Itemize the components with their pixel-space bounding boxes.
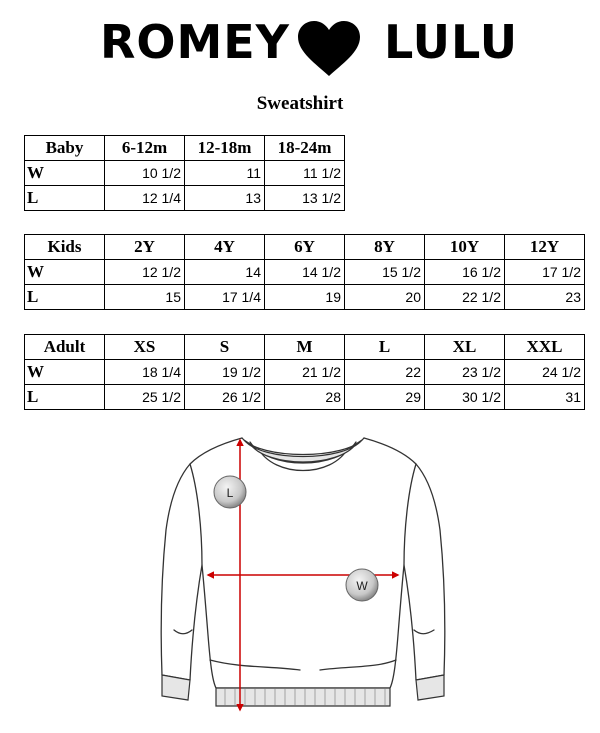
table-row — [25, 260, 585, 285]
table-row — [25, 285, 585, 310]
brand-name-right: LULU — [384, 15, 519, 69]
adult-size-table — [24, 334, 585, 410]
table-header-cell: 4Y — [185, 235, 265, 260]
table-row — [25, 161, 345, 186]
table-cell: 25 1/2 — [105, 385, 185, 410]
row-label: W — [25, 360, 105, 385]
table-cell: 15 — [105, 285, 185, 310]
table-cell: 12 1/2 — [105, 260, 185, 285]
table-header-cell: S — [185, 335, 265, 360]
table-cell: 17 1/2 — [505, 260, 585, 285]
table-cell: 11 1/2 — [265, 161, 345, 186]
width-marker — [346, 569, 378, 601]
table-cell: 11 — [185, 161, 265, 186]
length-marker-label: L — [226, 486, 234, 500]
rib-bands — [162, 440, 444, 706]
table-header-cell: 12Y — [505, 235, 585, 260]
table-header-cell: XS — [105, 335, 185, 360]
row-label: L — [25, 186, 105, 211]
table-cell: 16 1/2 — [425, 260, 505, 285]
table-header-cell: Adult — [25, 335, 105, 360]
table-header-row — [25, 136, 345, 161]
sweatshirt-diagram — [150, 430, 480, 720]
row-label: W — [25, 161, 105, 186]
table-row — [25, 360, 585, 385]
table-header-cell: 8Y — [345, 235, 425, 260]
table-header-cell: 6-12m — [105, 136, 185, 161]
table-cell: 17 1/4 — [185, 285, 265, 310]
table-cell: 30 1/2 — [425, 385, 505, 410]
table-header-cell: Baby — [25, 136, 105, 161]
table-cell: 23 — [505, 285, 585, 310]
brand-name-left: ROMEY — [99, 15, 290, 69]
table-cell: 14 1/2 — [265, 260, 345, 285]
page-title: Sweatshirt — [256, 93, 344, 114]
kids-size-table — [24, 234, 585, 310]
table-cell: 31 — [505, 385, 585, 410]
row-label: L — [25, 385, 105, 410]
table-header-cell: Kids — [25, 235, 105, 260]
table-cell: 28 — [265, 385, 345, 410]
table-cell: 24 1/2 — [505, 360, 585, 385]
table-header-cell: 6Y — [265, 235, 345, 260]
table-header-cell: M — [265, 335, 345, 360]
width-marker-label: W — [356, 579, 368, 593]
table-header-cell: 12-18m — [185, 136, 265, 161]
table-header-cell: L — [345, 335, 425, 360]
table-cell: 19 — [265, 285, 345, 310]
table-cell: 22 1/2 — [425, 285, 505, 310]
table-header-cell: XXL — [505, 335, 585, 360]
row-label: L — [25, 285, 105, 310]
length-marker — [214, 476, 246, 508]
table-header-cell: XL — [425, 335, 505, 360]
table-row — [25, 186, 345, 211]
sweatshirt-outline — [161, 438, 445, 688]
table-cell: 20 — [345, 285, 425, 310]
table-cell: 26 1/2 — [185, 385, 265, 410]
brand-logo — [0, 12, 600, 72]
table-cell: 22 — [345, 360, 425, 385]
table-cell: 13 — [185, 186, 265, 211]
table-header-cell: 18-24m — [265, 136, 345, 161]
table-cell: 29 — [345, 385, 425, 410]
table-cell: 10 1/2 — [105, 161, 185, 186]
table-cell: 23 1/2 — [425, 360, 505, 385]
table-row — [25, 385, 585, 410]
table-cell: 19 1/2 — [185, 360, 265, 385]
table-cell: 13 1/2 — [265, 186, 345, 211]
table-header-cell: 10Y — [425, 235, 505, 260]
table-cell: 21 1/2 — [265, 360, 345, 385]
heart-icon — [296, 20, 362, 78]
row-label: W — [25, 260, 105, 285]
table-cell: 18 1/4 — [105, 360, 185, 385]
table-header-row — [25, 335, 585, 360]
baby-size-table — [24, 135, 345, 211]
table-cell: 14 — [185, 260, 265, 285]
table-cell: 12 1/4 — [105, 186, 185, 211]
table-header-cell: 2Y — [105, 235, 185, 260]
table-cell: 15 1/2 — [345, 260, 425, 285]
table-header-row — [25, 235, 585, 260]
